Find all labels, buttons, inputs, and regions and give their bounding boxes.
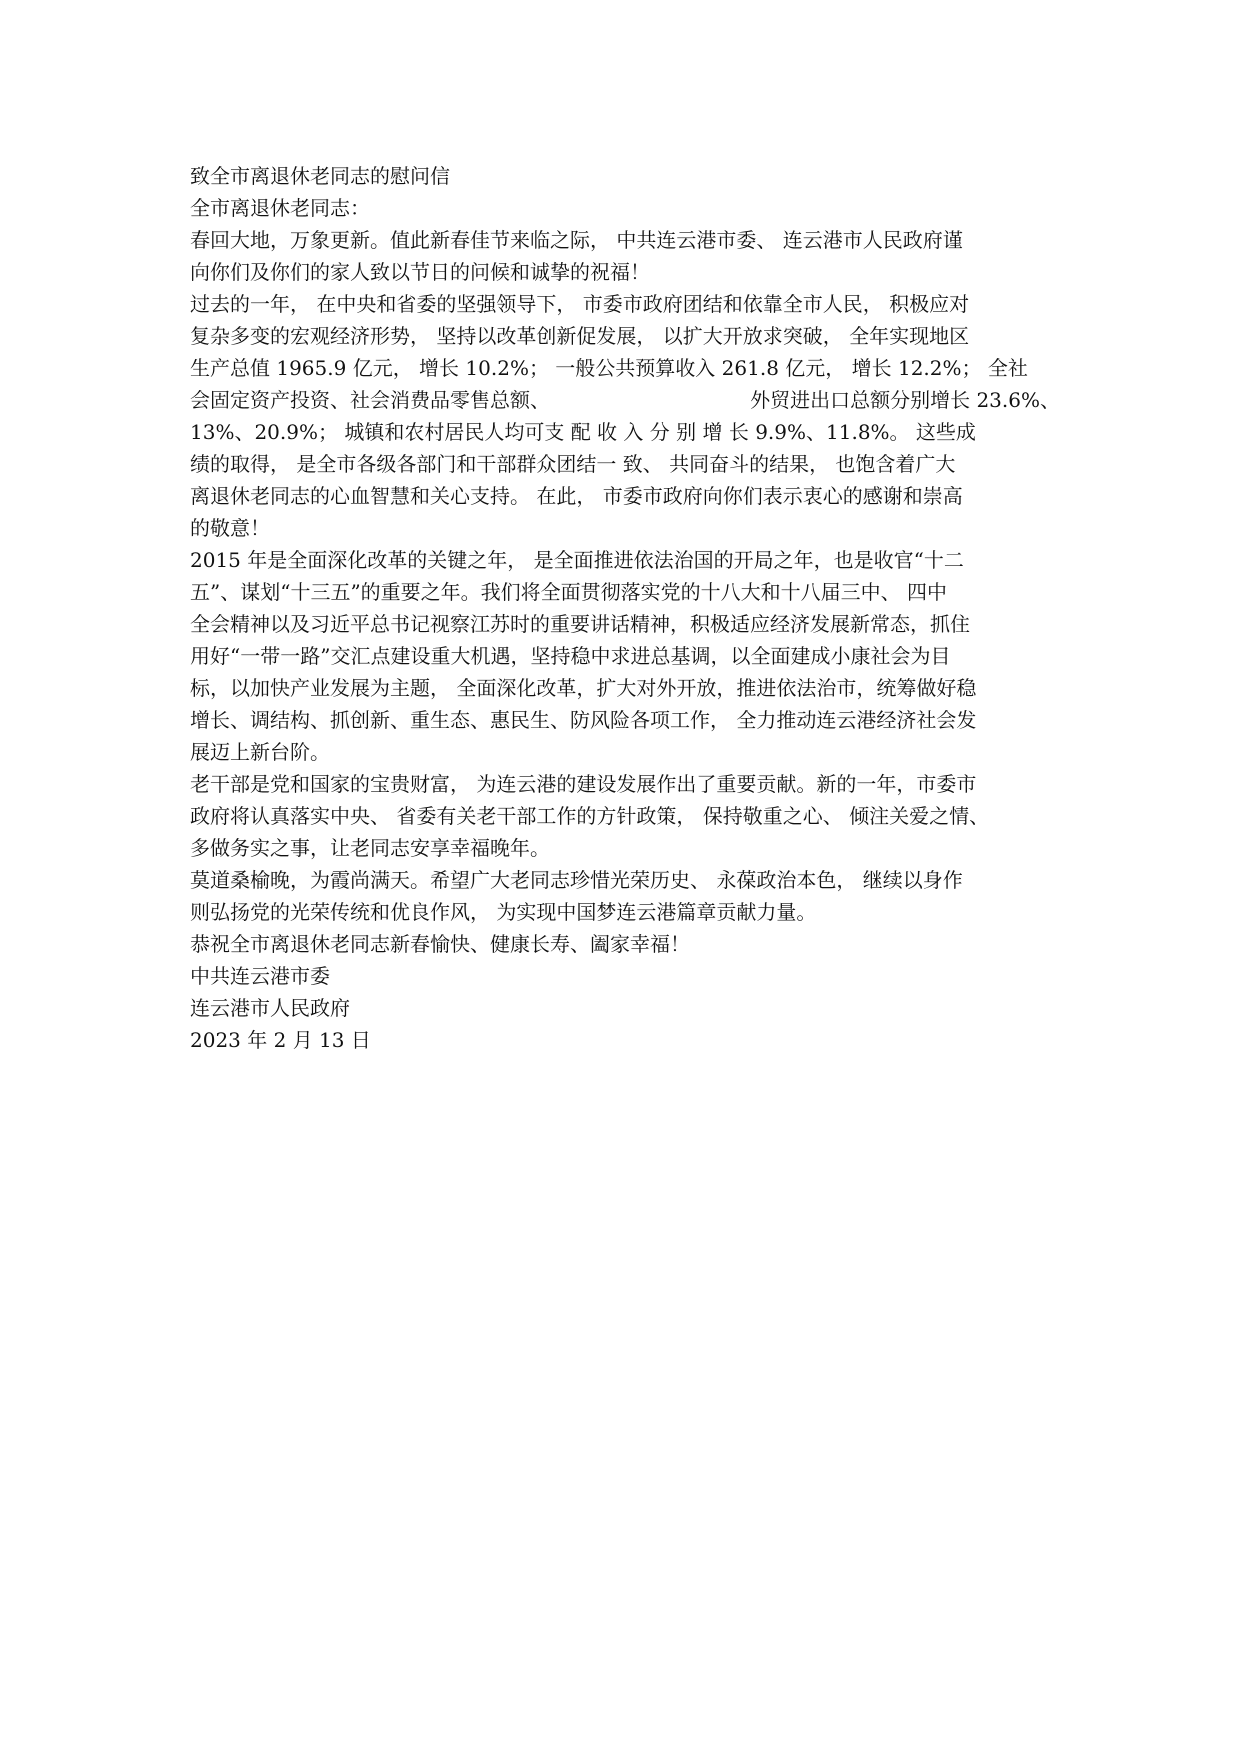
- paragraph-1-line-1: 春回大地，万象更新。值此新春佳节来临之际， 中共连云港市委、 连云港市人民政府谨: [190, 228, 963, 252]
- paragraph-2-line-4: [190, 384, 1060, 416]
- paragraph-4-line-3: 多做务实之事，让老同志安享幸福晚年。: [190, 836, 550, 860]
- paragraph-2-line-5: 13%、20.9%； 城镇和农村居民人均可支 配 收 入 分 别 增 长 9.9%、11.8%。 这些成: [190, 420, 976, 444]
- paragraph-2-line-2: 复杂多变的宏观经济形势， 坚持以改革创新促发展， 以扩大开放求突破， 全年实现地区: [190, 324, 970, 348]
- paragraph-2-line-4-part-a: 会固定资产投资、社会消费品零售总额、: [190, 388, 550, 412]
- paragraph-5-line-2: 则弘扬党的光荣传统和优良作风， 为实现中国梦连云港篇章贡献力量。: [190, 900, 817, 924]
- paragraph-1-line-2: 向你们及你们的家人致以节日的问候和诚挚的祝福！: [190, 260, 650, 284]
- paragraph-2-line-4-part-b: 外贸进出口总额分别增长 23.6%、: [750, 388, 1060, 412]
- letter-title: 致全市离退休老同志的慰问信: [190, 164, 450, 188]
- signature-org-1: 中共连云港市委: [190, 964, 330, 988]
- paragraph-4-line-1: 老干部是党和国家的宝贵财富， 为连云港的建设发展作出了重要贡献。新的一年，市委市: [190, 772, 977, 796]
- salutation: 全市离退休老同志：: [190, 196, 370, 220]
- letter-body: [190, 160, 1060, 1056]
- paragraph-6: 恭祝全市离退休老同志新春愉快、健康长寿、阖家幸福！: [190, 932, 690, 956]
- paragraph-2-line-1: 过去的一年， 在中央和省委的坚强领导下， 市委市政府团结和依靠全市人民， 积极应对: [190, 292, 970, 316]
- paragraph-3-line-2: 五”、谋划“十三五”的重要之年。我们将全面贯彻落实党的十八大和十八届三中、 四中: [190, 580, 948, 604]
- paragraph-5-line-1: 莫道桑榆晚，为霞尚满天。希望广大老同志珍惜光荣历史、 永葆政治本色， 继续以身作: [190, 868, 963, 892]
- paragraph-3-line-7: 展迈上新台阶。: [190, 740, 330, 764]
- paragraph-2-line-6: 绩的取得， 是全市各级各部门和干部群众团结一 致、 共同奋斗的结果， 也饱含着广大: [190, 452, 956, 476]
- paragraph-2-line-8: 的敬意！: [190, 516, 270, 540]
- paragraph-2-line-3: 生产总值 1965.9 亿元， 增长 10.2%； 一般公共预算收入 261.8 亿元， 增长 12.2%； 全社: [190, 356, 1028, 380]
- signature-org-2: 连云港市人民政府: [190, 996, 350, 1020]
- paragraph-3-line-3: 全会精神以及习近平总书记视察江苏时的重要讲话精神，积极适应经济发展新常态，抓住: [190, 612, 970, 636]
- paragraph-3-line-5: 标，以加快产业发展为主题， 全面深化改革，扩大对外开放，推进依法治市，统筹做好稳: [190, 676, 977, 700]
- signature-date: 2023 年 2 月 13 日: [190, 1028, 371, 1052]
- paragraph-2-line-7: 离退休老同志的心血智慧和关心支持。 在此， 市委市政府向你们表示衷心的感谢和崇高: [190, 484, 963, 508]
- paragraph-3-line-6: 增长、调结构、抓创新、重生态、惠民生、防风险各项工作， 全力推动连云港经济社会发: [190, 708, 977, 732]
- paragraph-3-line-1: 2015 年是全面深化改革的关键之年， 是全面推进依法治国的开局之年，也是收官“十二: [190, 548, 964, 572]
- paragraph-3-line-4: 用好“一带一路”交汇点建设重大机遇，坚持稳中求进总基调，以全面建成小康社会为目: [190, 644, 951, 668]
- paragraph-4-line-2: 政府将认真落实中央、 省委有关老干部工作的方针政策， 保持敬重之心、 倾注关爱之情、: [190, 804, 990, 828]
